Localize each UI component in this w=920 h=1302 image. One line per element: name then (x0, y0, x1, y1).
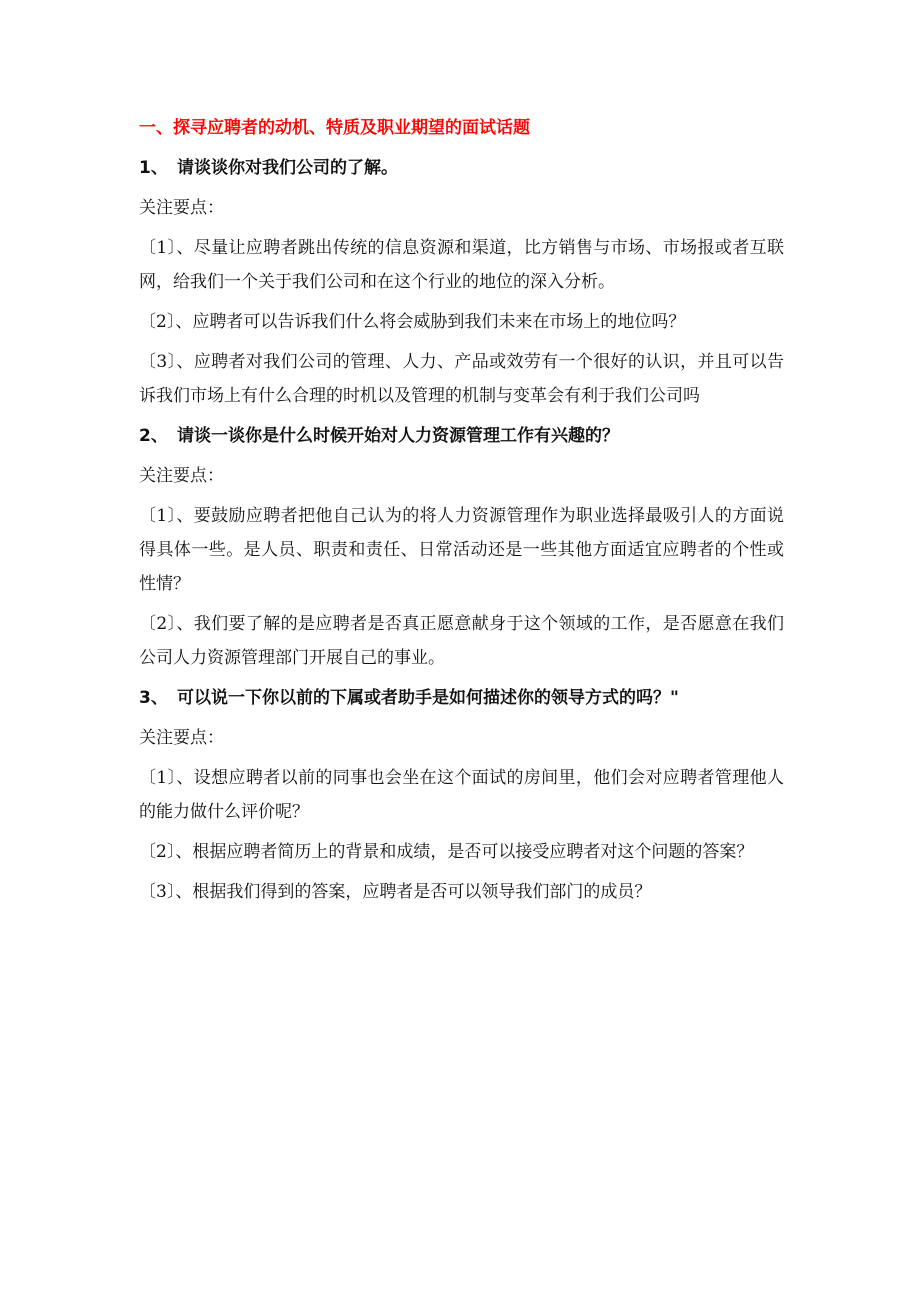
focus-point: 〔3〕、应聘者对我们公司的管理、人力、产品或效劳有一个很好的认识，并且可以告诉我们市场上有什么合理的时机以及管理的机制与变革会有利于我们公司吗 (139, 352, 784, 406)
focus-point: 〔3〕、根据我们得到的答案，应聘者是否可以领导我们部门的成员？ (139, 882, 652, 902)
focus-point: 〔2〕、根据应聘者简历上的背景和成绩，是否可以接受应聘者对这个问题的答案？ (139, 842, 754, 862)
section-heading: 一、探寻应聘者的动机、特质及职业期望的面试话题 (139, 118, 530, 138)
focus-point: 〔1〕、尽量让应聘者跳出传统的信息资源和渠道，比方销售与市场、市场报或者互联网，给我们一个关于我们公司和在这个行业的地位的深入分析。 (139, 238, 784, 292)
document-body (139, 116, 784, 920)
question-3 (139, 686, 784, 710)
question-1 (139, 156, 784, 180)
focus-label: 关注要点： (139, 728, 224, 748)
focus-label: 关注要点： (139, 466, 224, 486)
focus-point: 〔1〕、设想应聘者以前的同事也会坐在这个面试的房间里，他们会对应聘者管理他人的能力做什么评价呢？ (139, 768, 784, 822)
question-text: 可以说一下你以前的下属或者助手是如何描述你的领导方式的吗？" (177, 688, 679, 708)
question-number: 3、 (139, 688, 168, 708)
question-number: 1、 (139, 158, 168, 178)
focus-point: 〔1〕、要鼓励应聘者把他自己认为的将人力资源管理作为职业选择最吸引人的方面说得具体一些。是人员、职责和责任、日常活动还是一些其他方面适宜应聘者的个性或性情？ (139, 506, 784, 594)
question-number: 2、 (139, 426, 168, 446)
question-text: 请谈一谈你是什么时候开始对人力资源管理工作有兴趣的？ (177, 426, 619, 446)
focus-point: 〔2〕、我们要了解的是应聘者是否真正愿意献身于这个领域的工作，是否愿意在我们公司人力资源管理部门开展自己的事业。 (139, 614, 784, 668)
question-text: 请谈谈你对我们公司的了解。 (177, 158, 398, 178)
question-2 (139, 424, 784, 448)
focus-point: 〔2〕、应聘者可以告诉我们什么将会威胁到我们未来在市场上的地位吗？ (139, 312, 686, 332)
focus-label: 关注要点： (139, 198, 224, 218)
